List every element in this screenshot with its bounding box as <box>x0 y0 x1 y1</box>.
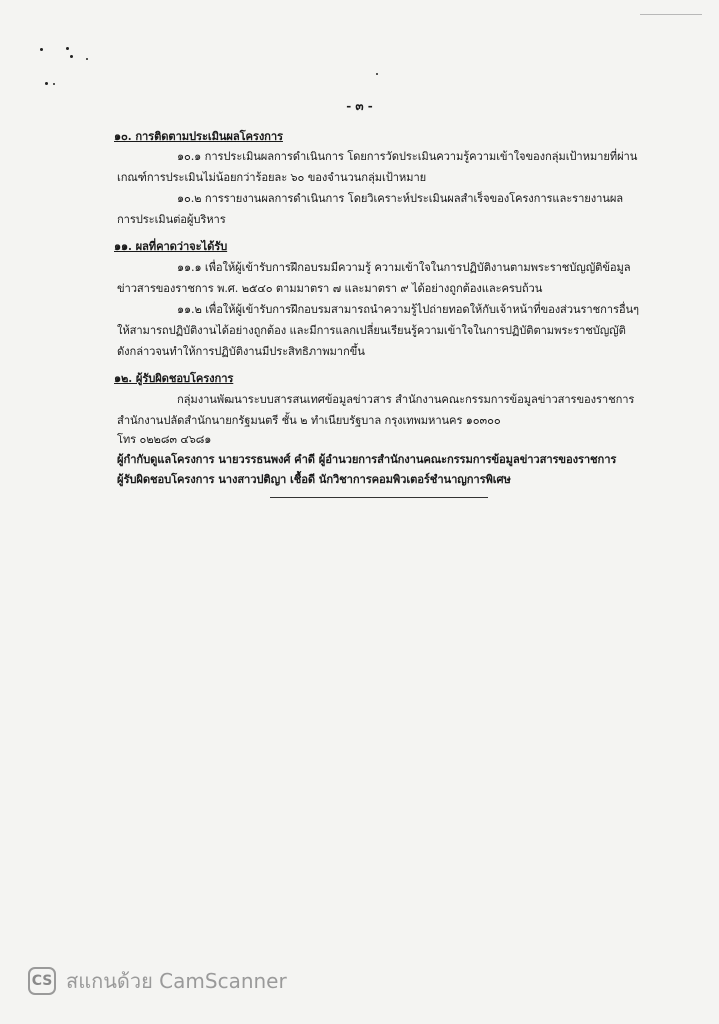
scan-speck <box>45 82 48 85</box>
section-10-line: การประเมินต่อผู้บริหาร <box>117 213 226 226</box>
watermark-text: สแกนด้วย CamScanner <box>66 969 287 993</box>
scan-speck <box>53 83 55 85</box>
section-12-line: กลุ่มงานพัฒนาระบบสารสนเทศข้อมูลข่าวสาร สำนักงานคณะกรรมการข้อมูลข่าวสารของราชการ <box>177 393 635 406</box>
camscanner-logo-icon: CS <box>28 967 56 995</box>
section-11-line: ๑๑.๑ เพื่อให้ผู้เข้ารับการฝึกอบรมมีความรู้ ความเข้าใจในการปฏิบัติงานตามพระราชบัญญัติข้อมูล <box>177 261 631 274</box>
scan-speck <box>376 73 378 75</box>
page-number: - ๓ - <box>346 99 373 113</box>
section-12-line: โทร ๐๒๒๘๓ ๔๖๘๑ <box>117 433 212 446</box>
scan-speck <box>86 58 88 60</box>
section-11-heading: ๑๑. ผลที่คาดว่าจะได้รับ <box>114 239 228 253</box>
section-10-line: ๑๐.๑ การประเมินผลการดำเนินการ โดยการวัดประเมินความรู้ความเข้าใจของกลุ่มเป้าหมายที่ผ่าน <box>177 150 638 163</box>
section-12-line: ผู้รับผิดชอบโครงการ นางสาวปติญา เชื้อดี นักวิชาการคอมพิวเตอร์ชำนาญการพิเศษ <box>117 472 511 486</box>
scan-edge-line <box>640 14 702 15</box>
scan-speck <box>70 55 73 58</box>
section-11-line: ให้สามารถปฏิบัติงานได้อย่างถูกต้อง และมีการแลกเปลี่ยนเรียนรู้ความเข้าใจในการปฏิบัติตามพระราชบัญญัติ <box>117 324 626 337</box>
camscanner-watermark <box>28 965 287 997</box>
scan-speck <box>66 47 69 50</box>
section-12-line: สำนักงานปลัดสำนักนายกรัฐมนตรี ชั้น ๒ ทำเนียบรัฐบาล กรุงเทพมหานคร ๑๐๓๐๐ <box>117 414 501 427</box>
section-12-line: ผู้กำกับดูแลโครงการ นายวรรธนพงศ์ คำดี ผู้อำนวยการสำนักงานคณะกรรมการข้อมูลข่าวสารของราชการ <box>117 452 617 466</box>
section-12-heading: ๑๒. ผู้รับผิดชอบโครงการ <box>114 371 234 385</box>
scan-speck <box>40 48 43 51</box>
section-11-line: ๑๑.๒ เพื่อให้ผู้เข้ารับการฝึกอบรมสามารถนำความรู้ไปถ่ายทอดให้กับเจ้าหน้าที่ของส่วนราชการอื่นๆ <box>177 303 639 316</box>
section-10-heading: ๑๐. การติดตามประเมินผลโครงการ <box>114 129 283 143</box>
section-10-line: ๑๐.๒ การรายงานผลการดำเนินการ โดยวิเคราะห์ประเมินผลสำเร็จของโครงการและรายงานผล <box>177 192 624 205</box>
section-11-line: ดังกล่าวจนทำให้การปฏิบัติงานมีประสิทธิภาพมากขึ้น <box>117 345 365 358</box>
section-11-line: ข่าวสารของราชการ พ.ศ. ๒๕๔๐ ตามมาตรา ๗ และมาตรา ๙ ได้อย่างถูกต้องและครบถ้วน <box>117 282 543 295</box>
section-10-line: เกณฑ์การประเมินไม่น้อยกว่าร้อยละ ๖๐ ของจำนวนกลุ่มเป้าหมาย <box>117 171 427 184</box>
end-divider <box>270 497 488 498</box>
